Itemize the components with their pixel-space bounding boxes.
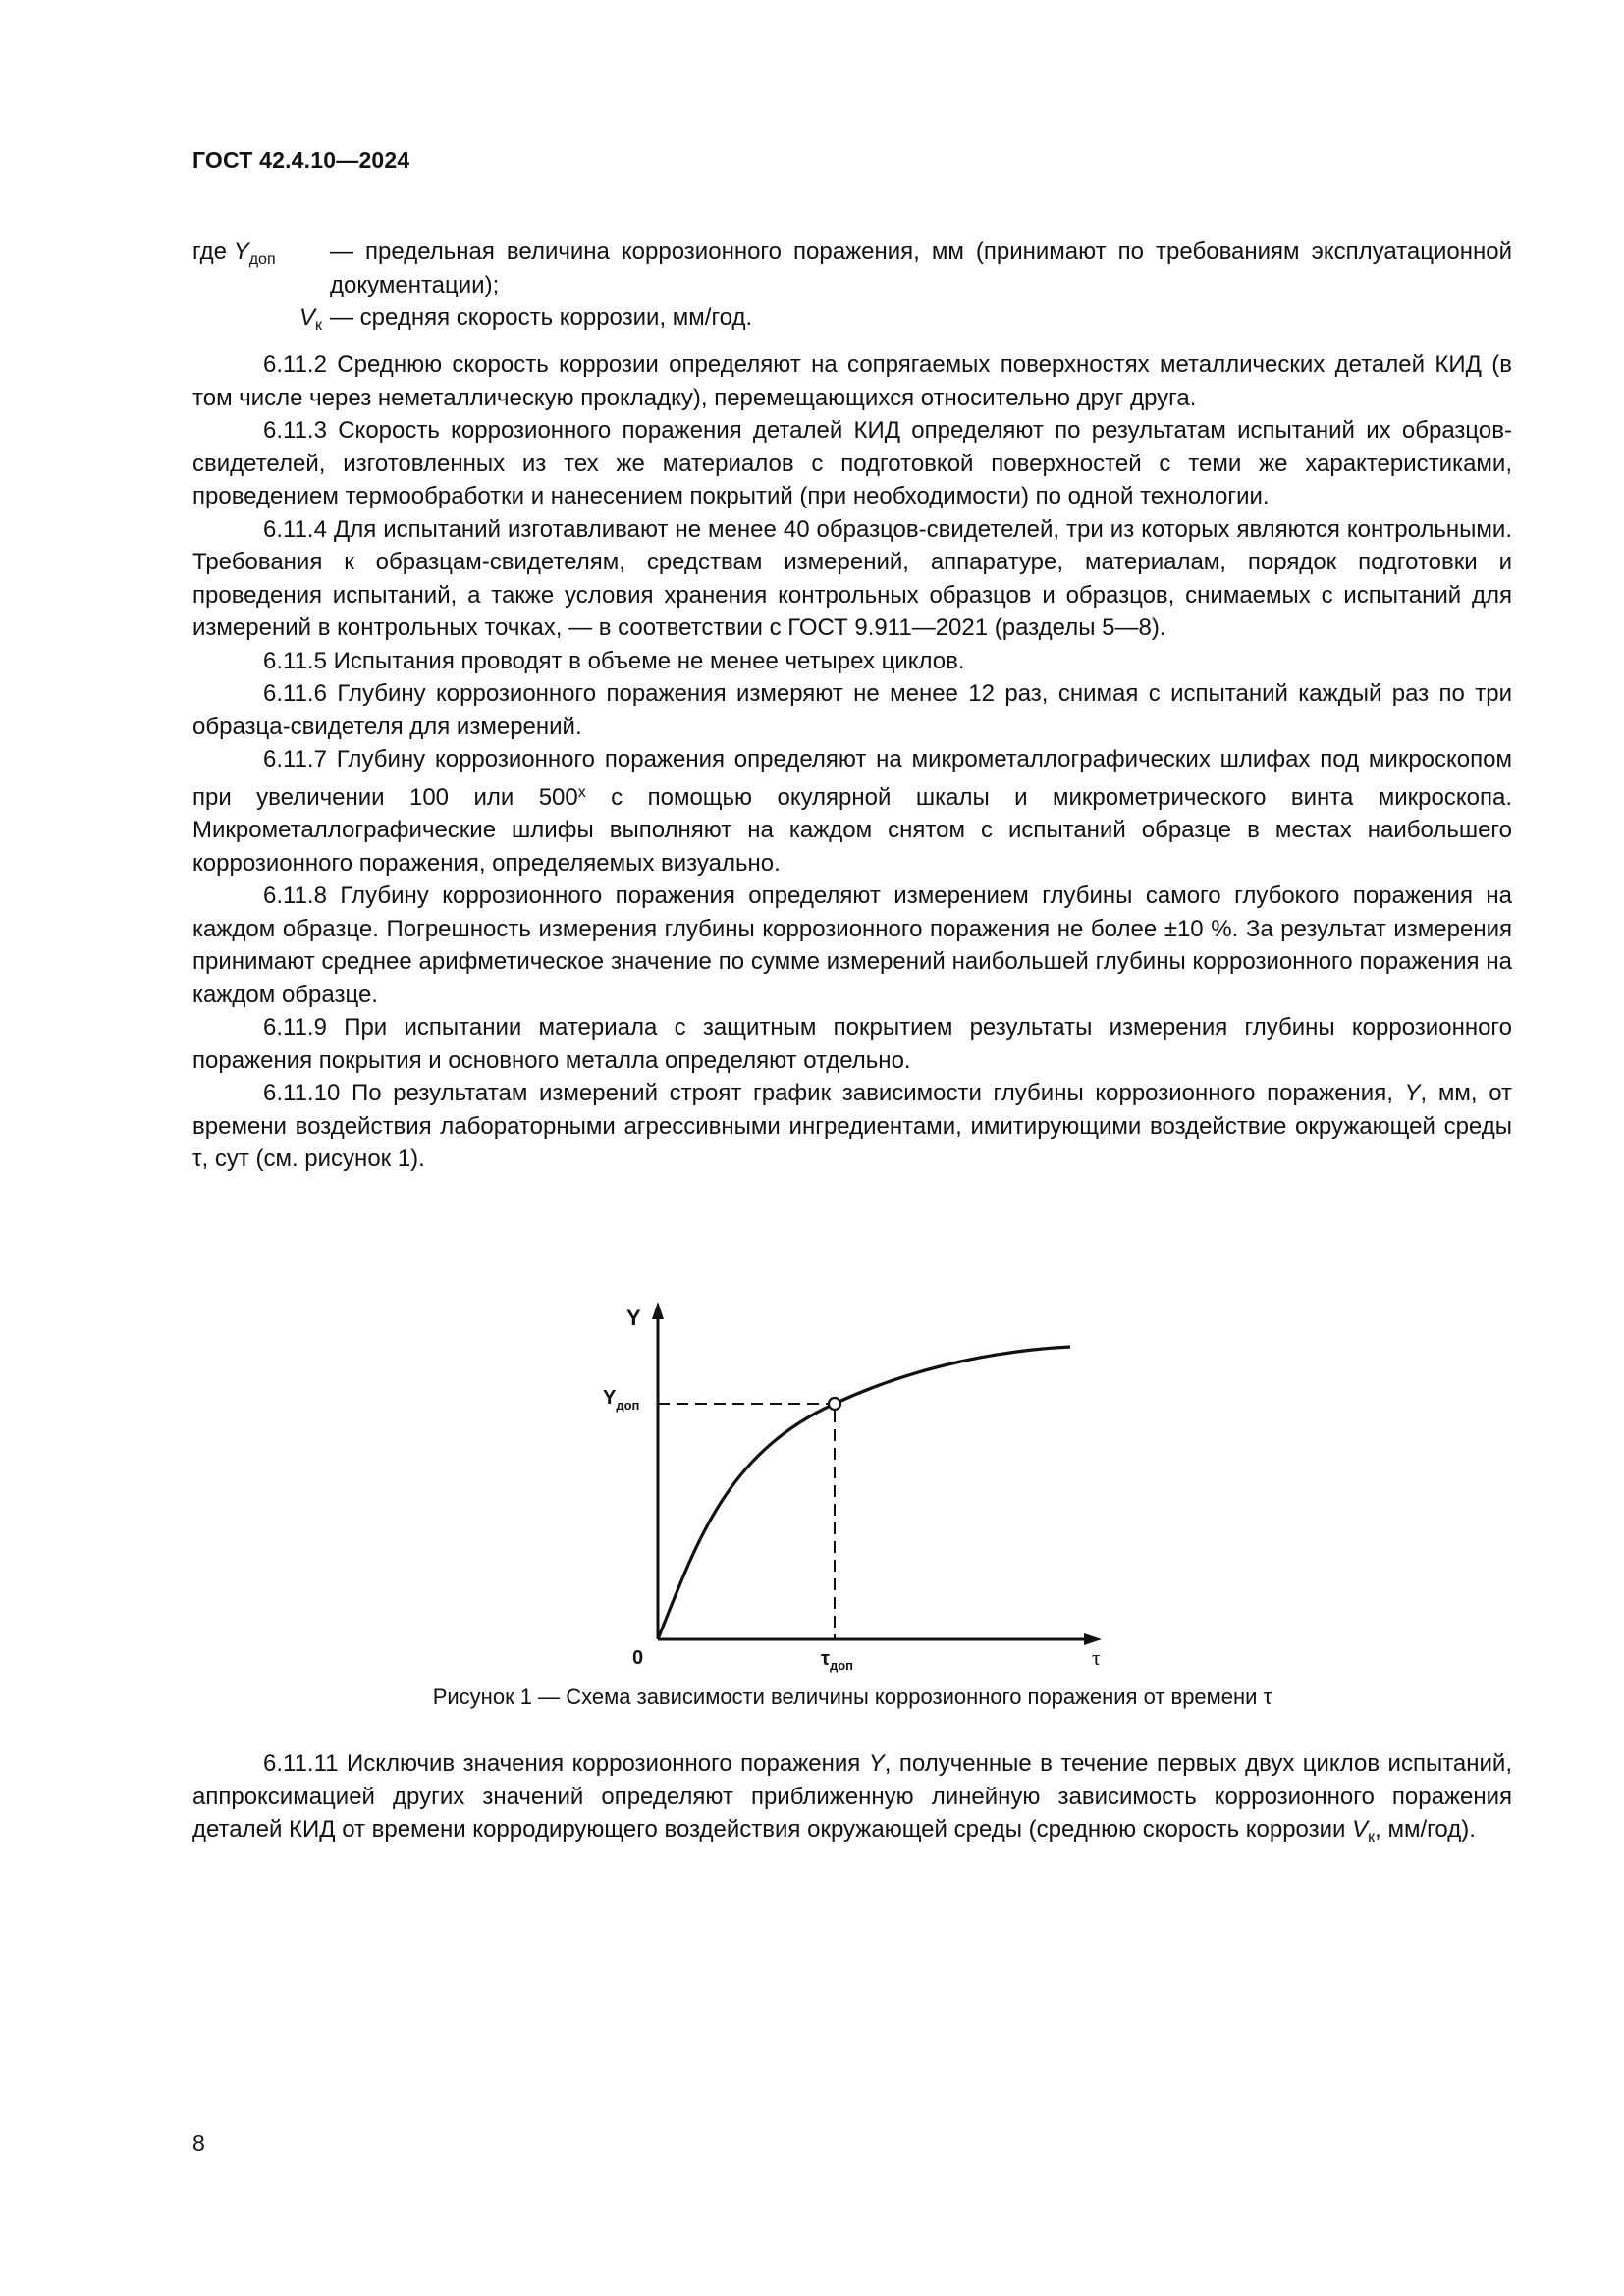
paragraph-6-11-6: 6.11.6 Глубину коррозионного поражения измеряют не менее 12 раз, снимая с испытаний каждый раз по три образца-свидетеля для измерений.: [192, 680, 1512, 740]
document-header: ГОСТ 42.4.10—2024: [192, 147, 410, 173]
y-axis-arrow: [652, 1302, 664, 1319]
definitions-block: [192, 236, 1512, 343]
symbol-y: Y: [233, 239, 249, 265]
post-figure-text: [192, 1747, 1512, 1854]
main-text: [192, 348, 1512, 1176]
paragraph-6-11-11: 6.11.11 Исключив значения коррозионного поражения Y, полученные в течение первых двух циклов испытаний, аппроксимацией других значений определяют приближенную линейную зависимость коррозионного поражения деталей КИД от времени корродирующего воздействия окружающей среды (среднюю скорость коррозии $V_к$, мм/год).: [192, 1750, 1512, 1845]
corrosion-curve: [658, 1347, 1070, 1639]
paragraph-6-11-5: 6.11.5 Испытания проводят в объеме не менее четырех циклов.: [263, 647, 965, 674]
paragraph-6-11-3: 6.11.3 Скорость коррозионного поражения деталей КИД определяют по результатам испытаний их образцов-свидетелей, изготовленных из тех же материалов с подготовкой поверхностей с теми же характеристиками, проведением термообработки и нанесением покрытий (при необходимости) по одной технологии.: [192, 417, 1512, 509]
x-axis-arrow: [1084, 1633, 1102, 1645]
paragraph-6-11-9: 6.11.9 При испытании материала с защитным покрытием результаты измерения глубины коррозионного поражения покрытия и основного металла определяют отдельно.: [192, 1014, 1512, 1074]
limit-point: [829, 1398, 840, 1410]
definition-text: средняя скорость коррозии, мм/год.: [359, 304, 753, 331]
y-axis-label: Y: [626, 1306, 641, 1330]
x-axis-label: τ: [1092, 1645, 1101, 1670]
figure-caption: Рисунок 1 — Схема зависимости величины коррозионного поражения от времени τ: [432, 1684, 1272, 1709]
definition-text: предельная величина коррозионного поражения, мм (принимают по требованиям эксплуатационной документации);: [330, 239, 1512, 298]
y-dop-label: $Y_{доп}$: [603, 1387, 640, 1413]
definition-vk: $V_к$ — средняя скорость коррозии, мм/год.: [298, 304, 753, 334]
definition-ydop: где $Y_{доп}$ — предельная величина коррозионного поражения, мм (принимают по требованиям эксплуатационной документации);: [192, 239, 1512, 298]
paragraph-6-11-4: 6.11.4 Для испытаний изготавливают не менее 40 образцов-свидетелей, три из которых являются контрольными. Требования к образцам-свидетелям, средствам измерений, аппаратуре, материалам, порядок подготовки и проведения испытаний, а также условия хранения контрольных образцов и образцов, снимаемых с испытаний для измерений в контрольных точках, — в соответствии с ГОСТ 9.911—2021 (разделы 5—8).: [192, 515, 1512, 641]
figure-1-diagram: [603, 1296, 1119, 1673]
symbol-v: V: [298, 304, 315, 331]
paragraph-6-11-8: 6.11.8 Глубину коррозионного поражения определяют измерением глубины самого глубокого поражения на каждом образце. Погрешность измерения глубины коррозионного поражения не более ±10 %. За результат измерения принимают среднее арифметическое значение по сумме измерений наибольшей глубины коррозионного поражения на каждом образце.: [192, 882, 1512, 1008]
tau-dop-label: $\tau_{доп}$: [821, 1648, 853, 1673]
paragraph-6-11-10: 6.11.10 По результатам измерений строят график зависимости глубины коррозионного поражения, Y, мм, от времени воздействия лабораторными агрессивными ингредиентами, имитирующими воздействие окружающей среды τ, сут (см. рисунок 1).: [192, 1080, 1513, 1172]
origin-label: 0: [632, 1647, 644, 1669]
paragraph-6-11-7: 6.11.7 Глубину коррозионного поражения определяют на микрометаллографических шлифах под микроскопом при увеличении 100 или $500^х$ с помощью окулярной шкалы и микрометрического винта микроскопа. Микрометаллографические шлифы выполняют на каждом снятом с испытаний образце в местах наибольшего коррозионного поражения, определяемых визуально.: [192, 746, 1512, 877]
paragraph-6-11-2: 6.11.2 Среднюю скорость коррозии определяют на сопрягаемых поверхностях металлических деталей КИД (в том числе через неметаллическую прокладку), перемещающихся относительно друг друга.: [192, 351, 1512, 411]
page-number: 8: [192, 2130, 205, 2156]
